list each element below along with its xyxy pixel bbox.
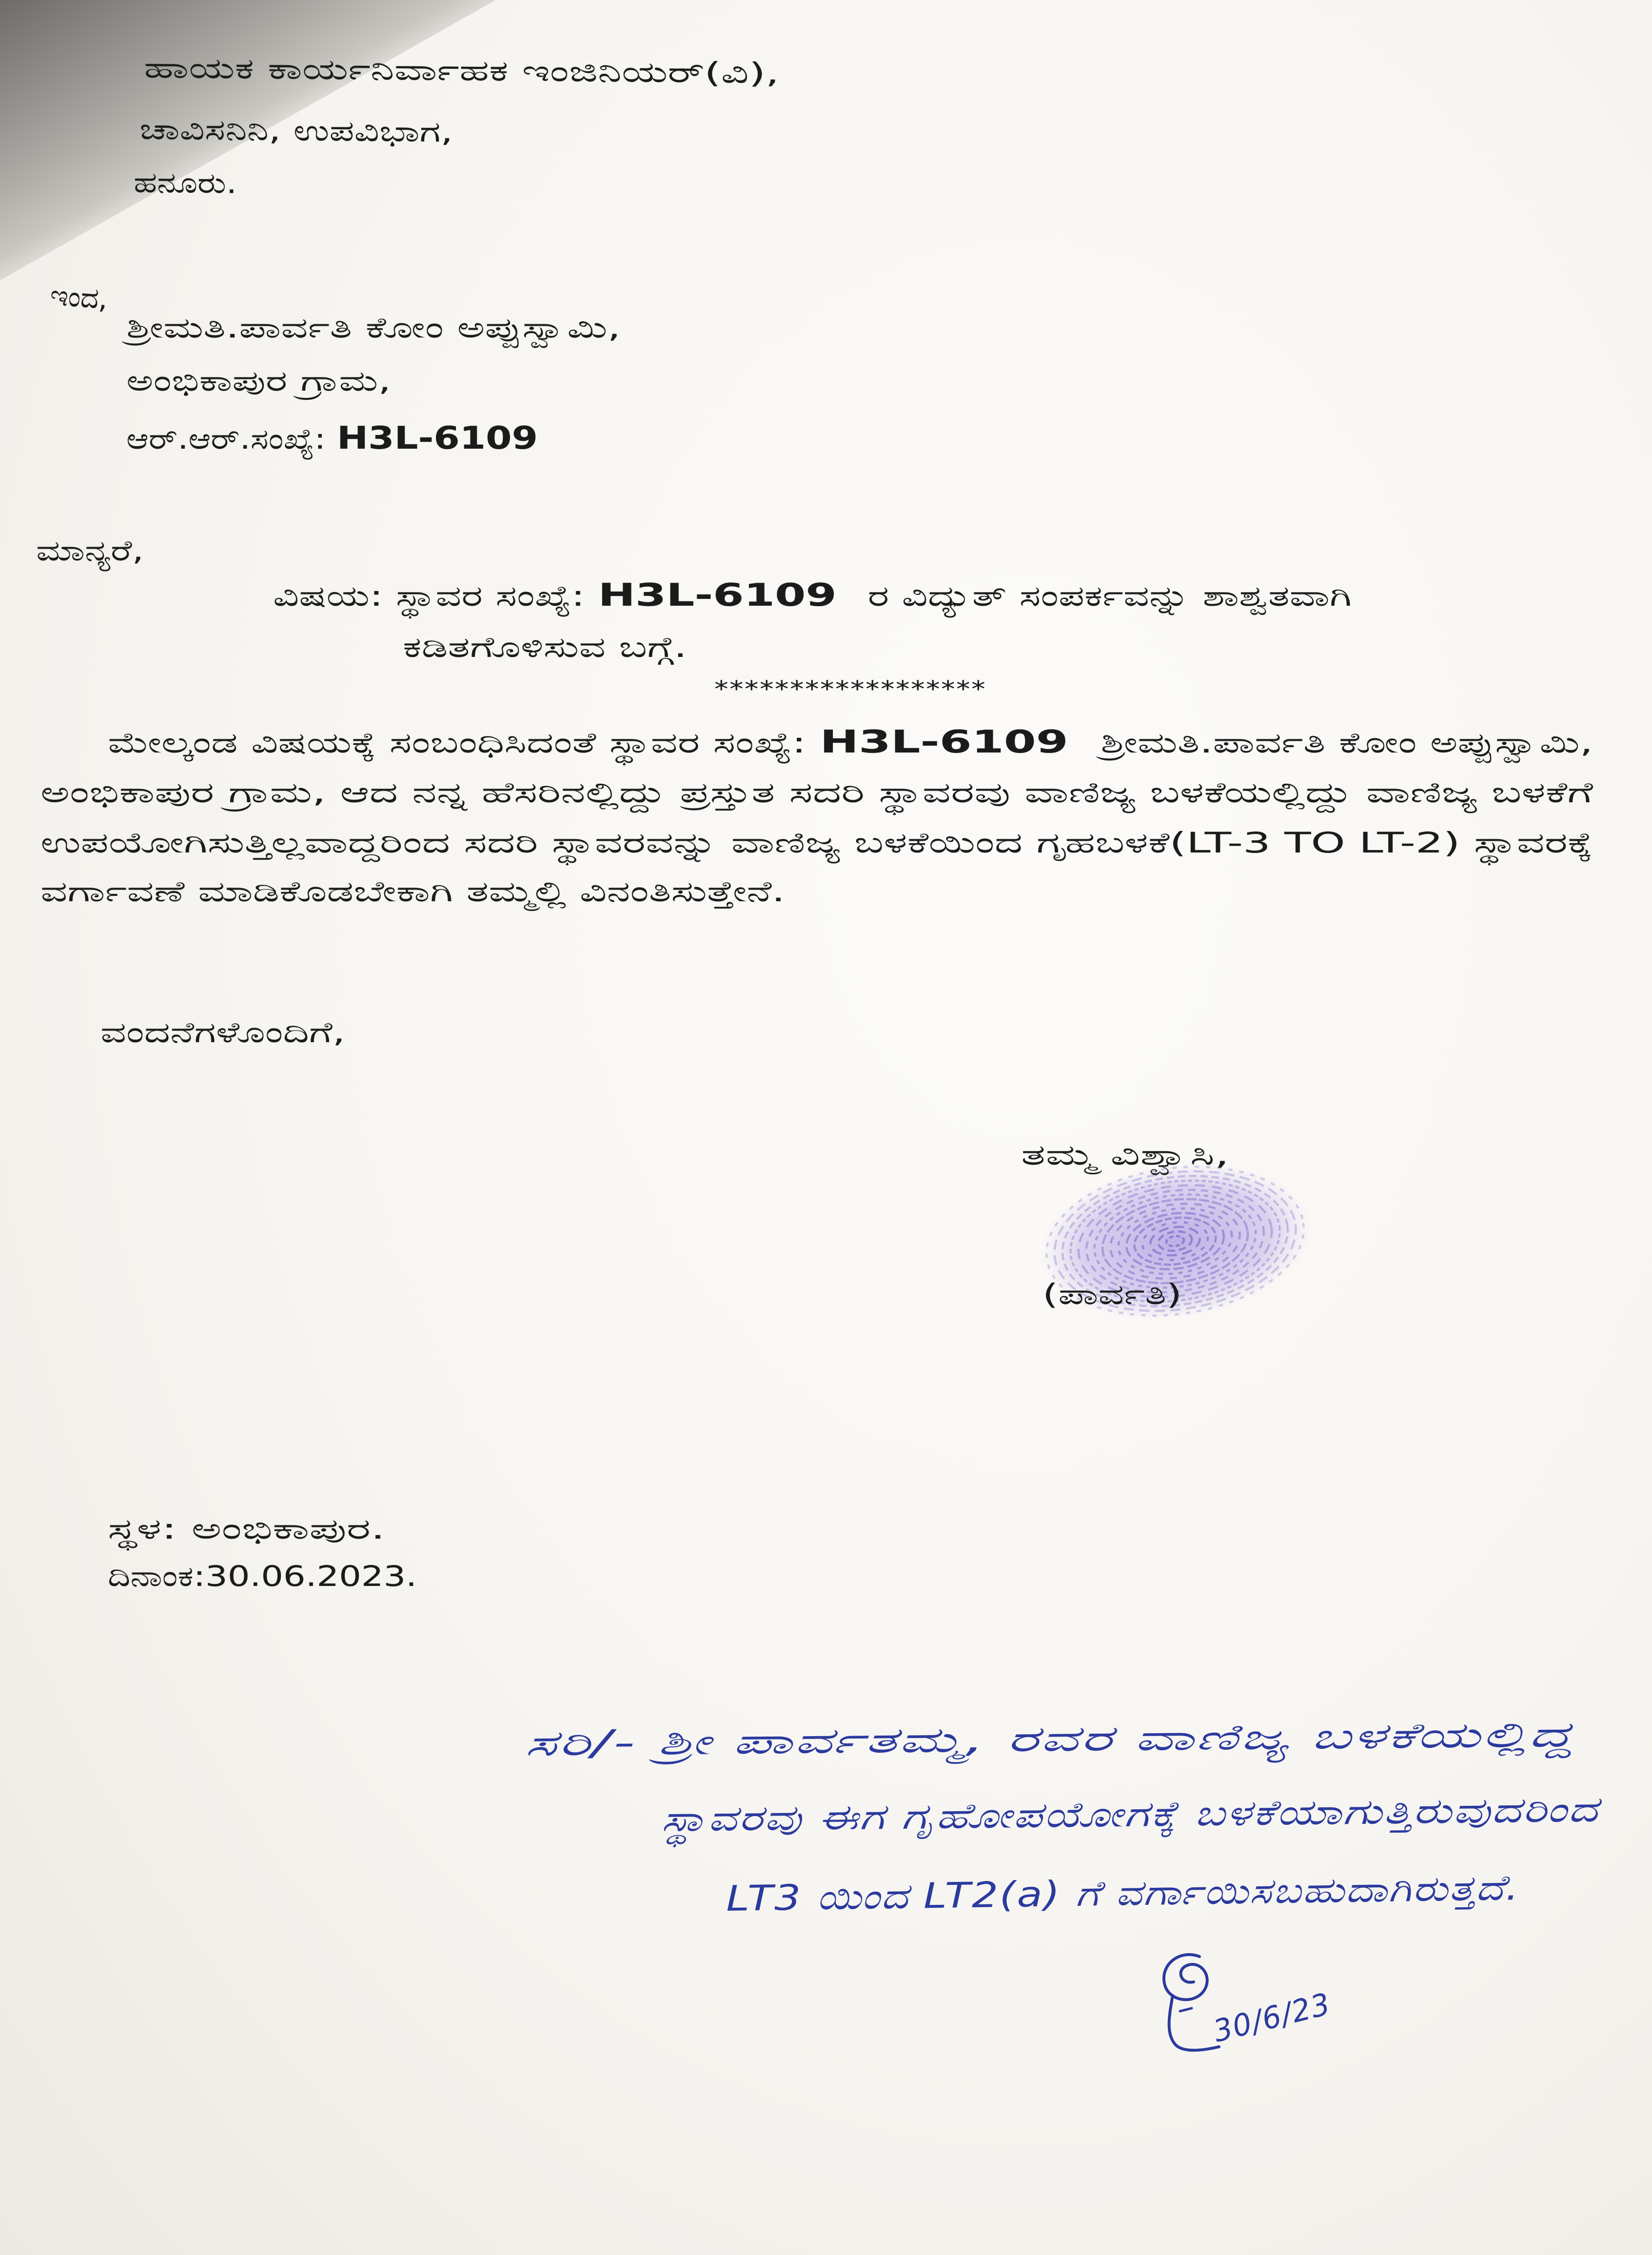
body-line-3: ಉಪಯೋಗಿಸುತ್ತಿಲ್ಲವಾದ್ದರಿಂದ ಸದರಿ ಸ್ಥಾವರವನ್ನು ವಾಣಿಜ್ಯ ಬಳಕೆಯಿಂದ ಗೃಹಬಳಕೆ(LT-3 TO LT-2) ಸ್ಥಾವರಕ್ಕೆ xyxy=(40,826,1593,859)
signatory-name: (ಪಾರ್ವತಿ) xyxy=(1042,1278,1182,1311)
subject-line xyxy=(273,578,1352,613)
valediction: ತಮ್ಮ ವಿಶ್ವಾಸಿ, xyxy=(1021,1138,1230,1171)
endorsement-line-1: ಸರಿ/- ಶ್ರೀ ಪಾರ್ವತಮ್ಮ, ರವರ ವಾಣಿಜ್ಯ ಬಳಕೆಯಲ್ಲಿದ್ದ xyxy=(524,1714,1575,1764)
subject-prefix: ವಿಷಯ: ಸ್ಥಾವರ ಸಂಖ್ಯೆ: xyxy=(273,579,585,613)
separator: ****************** xyxy=(714,676,986,702)
subject-continuation: ಕಡಿತಗೊಳಿಸುವ ಬಗ್ಗೆ. xyxy=(403,631,687,664)
body-line-1-prefix: ಮೇಲ್ಕಂಡ ವಿಷಯಕ್ಕೆ ಸಂಬಂಧಿಸಿದಂತೆ ಸ್ಥಾವರ ಸಂಖ್ಯೆ: xyxy=(108,726,806,759)
rr-label: ಆರ್.ಆರ್.ಸಂಖ್ಯೆ: xyxy=(126,422,326,455)
subject-number: H3L-6109 xyxy=(598,577,837,613)
signature-date: 30/6/23 xyxy=(1210,1985,1335,2049)
endorsement-line-3: LT3 ಯಿಂದ LT2(a) ಗೆ ವರ್ಗಾಯಿಸಬಹುದಾಗಿರುತ್ತದೆ. xyxy=(726,1867,1520,1919)
recipient-title: ಹಾಯಕ ಕಾರ್ಯನಿರ್ವಾಹಕ ಇಂಜಿನಿಯರ್(ವಿ), xyxy=(143,51,780,90)
sender-label: ಇಂದ, xyxy=(49,278,109,316)
sender-village: ಅಂಭಿಕಾಪುರ ಗ್ರಾಮ, xyxy=(126,364,392,397)
body-line-4: ವರ್ಗಾವಣೆ ಮಾಡಿಕೊಡಬೇಕಾಗಿ ತಮ್ಮಲ್ಲಿ ವಿನಂತಿಸುತ್ತೇನೆ. xyxy=(40,875,785,908)
recipient-place: ಹನೂರು. xyxy=(133,166,237,200)
body-line-2: ಅಂಭಿಕಾಪುರ ಗ್ರಾಮ, ಆದ ನನ್ನ ಹೆಸರಿನಲ್ಲಿದ್ದು ಪ್ರಸ್ತುತ ಸದರಿ ಸ್ಥಾವರವು ವಾಣಿಜ್ಯ ಬಳಕೆಯಲ್ಲಿದ್ದು ವಾಣಿಜ್ಯ ಬಳಕೆಗೆ xyxy=(40,776,1593,809)
closing: ವಂದನೆಗಳೊಂದಿಗೆ, xyxy=(100,1016,345,1049)
place: ಸ್ಥಳ: ಅಂಭಿಕಾಪುರ. xyxy=(108,1512,386,1545)
signature-tick-stroke xyxy=(1180,2008,1192,2011)
body-line-1-suffix: ಶ್ರೀಮತಿ.ಪಾರ್ವತಿ ಕೋಂ ಅಪ್ಪುಸ್ವಾಮಿ, xyxy=(1101,726,1593,759)
rr-number: H3L-6109 xyxy=(336,420,538,456)
endorsement-line-2: ಸ್ಥಾವರವು ಈಗ ಗೃಹೋಪಯೋಗಕ್ಕೆ ಬಳಕೆಯಾಗುತ್ತಿರುವುದರಿಂದ xyxy=(661,1788,1599,1840)
body-installation-number: H3L-6109 xyxy=(820,724,1068,760)
recipient-office: ಚಾವಿಸನಿನಿ, ಉಪವಿಭಾಗ, xyxy=(139,113,453,149)
sender-rr-line xyxy=(126,421,549,456)
salutation: ಮಾನ್ಯರೆ, xyxy=(36,534,144,567)
signature-loop-stroke xyxy=(1164,1955,1207,1999)
subject-suffix: ರ ವಿದ್ಯುತ್ ಸಂಪರ್ಕವನ್ನು ಶಾಶ್ವತವಾಗಿ xyxy=(867,579,1352,613)
sender-name: ಶ್ರೀಮತಿ.ಪಾರ್ವತಿ ಕೋಂ ಅಪ್ಪುಸ್ವಾಮಿ, xyxy=(126,311,621,344)
body-line-1 xyxy=(108,725,1593,760)
date: ದಿನಾಂಕ:30.06.2023. xyxy=(108,1560,417,1593)
